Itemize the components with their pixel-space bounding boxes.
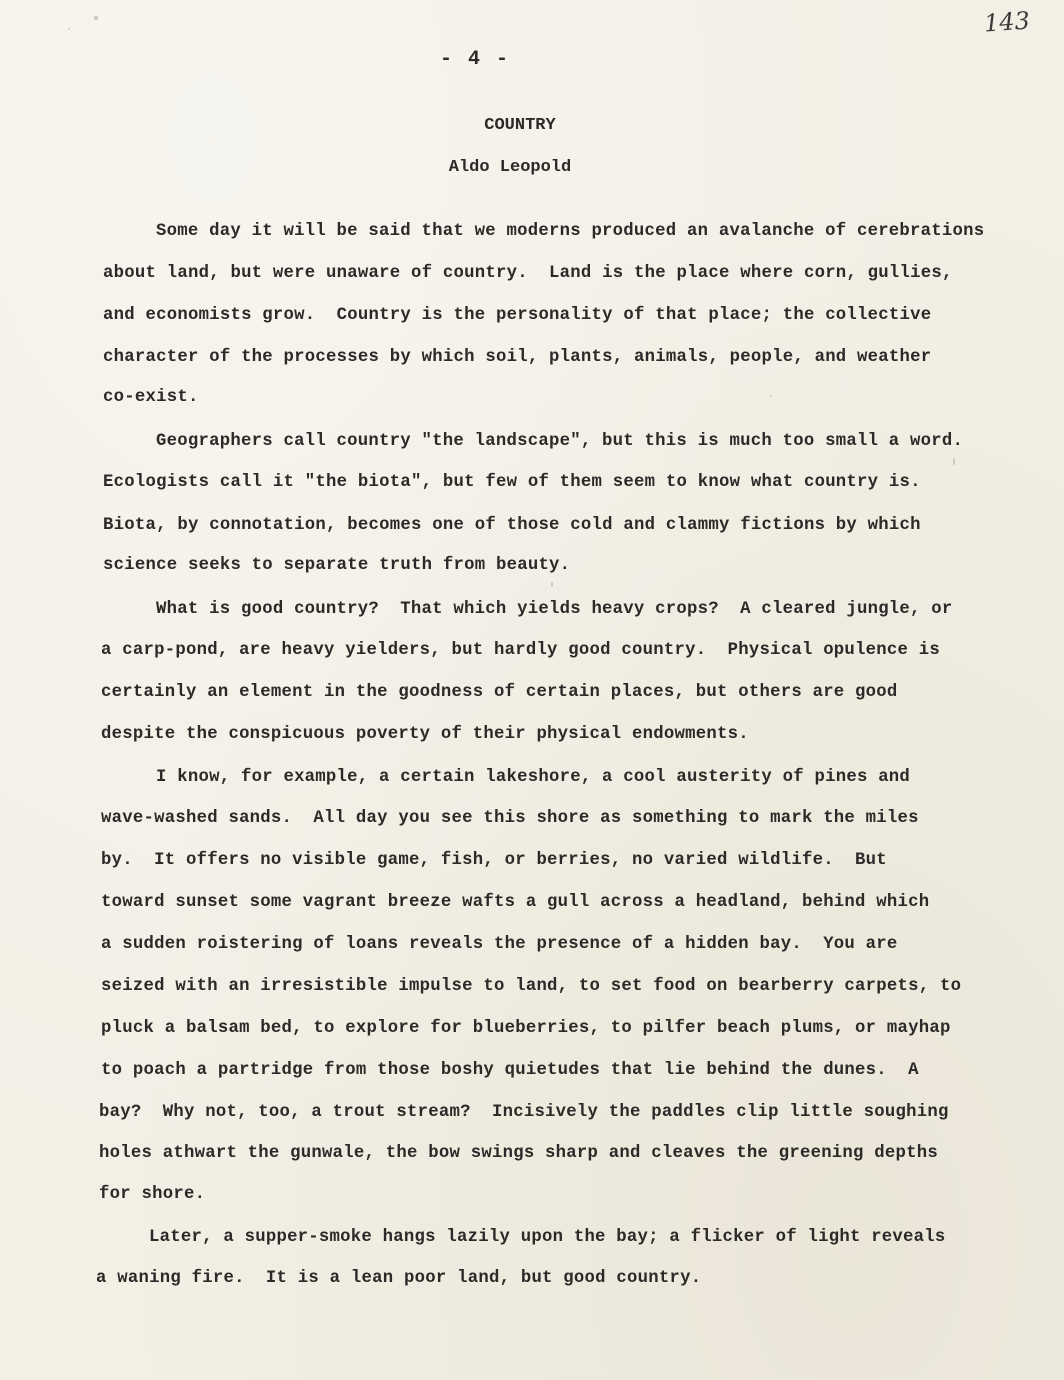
text-line: I know, for example, a certain lakeshore, a cool austerity of pines and bbox=[156, 768, 911, 787]
text-line: and economists grow. Country is the personality of that place; the collective bbox=[103, 306, 932, 325]
page-number: - 4 - bbox=[439, 48, 510, 71]
text-line: toward sunset some vagrant breeze wafts a gull across a headland, behind which bbox=[101, 893, 930, 912]
text-line: Ecologists call it "the biota", but few of them seem to know what country is. bbox=[103, 473, 921, 492]
paper-speck bbox=[953, 458, 955, 465]
text-line: a sudden roistering of loans reveals the presence of a hidden bay. You are bbox=[101, 935, 898, 954]
text-line: bay? Why not, too, a trout stream? Incisively the paddles clip little soughing bbox=[99, 1103, 949, 1122]
text-line: certainly an element in the goodness of certain places, but others are good bbox=[101, 683, 898, 702]
text-line: co-exist. bbox=[103, 388, 199, 407]
text-line: about land, but were unaware of country. Land is the place where corn, gullies, bbox=[103, 264, 953, 283]
author-name: Aldo Leopold bbox=[448, 158, 572, 177]
text-line: wave-washed sands. All day you see this shore as something to mark the miles bbox=[101, 809, 919, 828]
text-line: a carp-pond, are heavy yielders, but hardly good country. Physical opulence is bbox=[101, 641, 941, 660]
text-line: holes athwart the gunwale, the bow swings sharp and cleaves the greening depths bbox=[99, 1144, 939, 1163]
paper-speck bbox=[551, 582, 553, 587]
text-line: seized with an irresistible impulse to land, to set food on bearberry carpets, to bbox=[101, 977, 962, 996]
text-line: pluck a balsam bed, to explore for blueberries, to pilfer beach plums, or mayhap bbox=[101, 1019, 951, 1038]
paper-speck bbox=[770, 395, 772, 397]
text-line: What is good country? That which yields heavy crops? A cleared jungle, or bbox=[156, 600, 953, 619]
text-line: character of the processes by which soil, plants, animals, people, and weather bbox=[103, 348, 932, 367]
text-line: despite the conspicuous poverty of their physical endowments. bbox=[101, 725, 749, 744]
paper-speck bbox=[94, 16, 98, 20]
text-line: Later, a supper-smoke hangs lazily upon the bay; a flicker of light reveals bbox=[149, 1228, 946, 1247]
text-line: for shore. bbox=[99, 1185, 206, 1204]
document-title: COUNTRY bbox=[484, 116, 556, 135]
text-line: by. It offers no visible game, fish, or berries, no varied wildlife. But bbox=[101, 851, 887, 870]
text-line: Some day it will be said that we moderns produced an avalanche of cerebrations bbox=[156, 222, 985, 241]
text-line: Geographers call country "the landscape", but this is much too small a word. bbox=[156, 432, 964, 451]
archive-page-number: 143 bbox=[983, 6, 1031, 38]
text-line: to poach a partridge from those boshy quietudes that lie behind the dunes. A bbox=[101, 1061, 919, 1080]
paper-speck bbox=[68, 28, 70, 30]
text-line: a waning fire. It is a lean poor land, but good country. bbox=[96, 1269, 702, 1288]
text-line: science seeks to separate truth from beauty. bbox=[103, 556, 571, 575]
text-line: Biota, by connotation, becomes one of those cold and clammy fictions by which bbox=[103, 516, 921, 535]
